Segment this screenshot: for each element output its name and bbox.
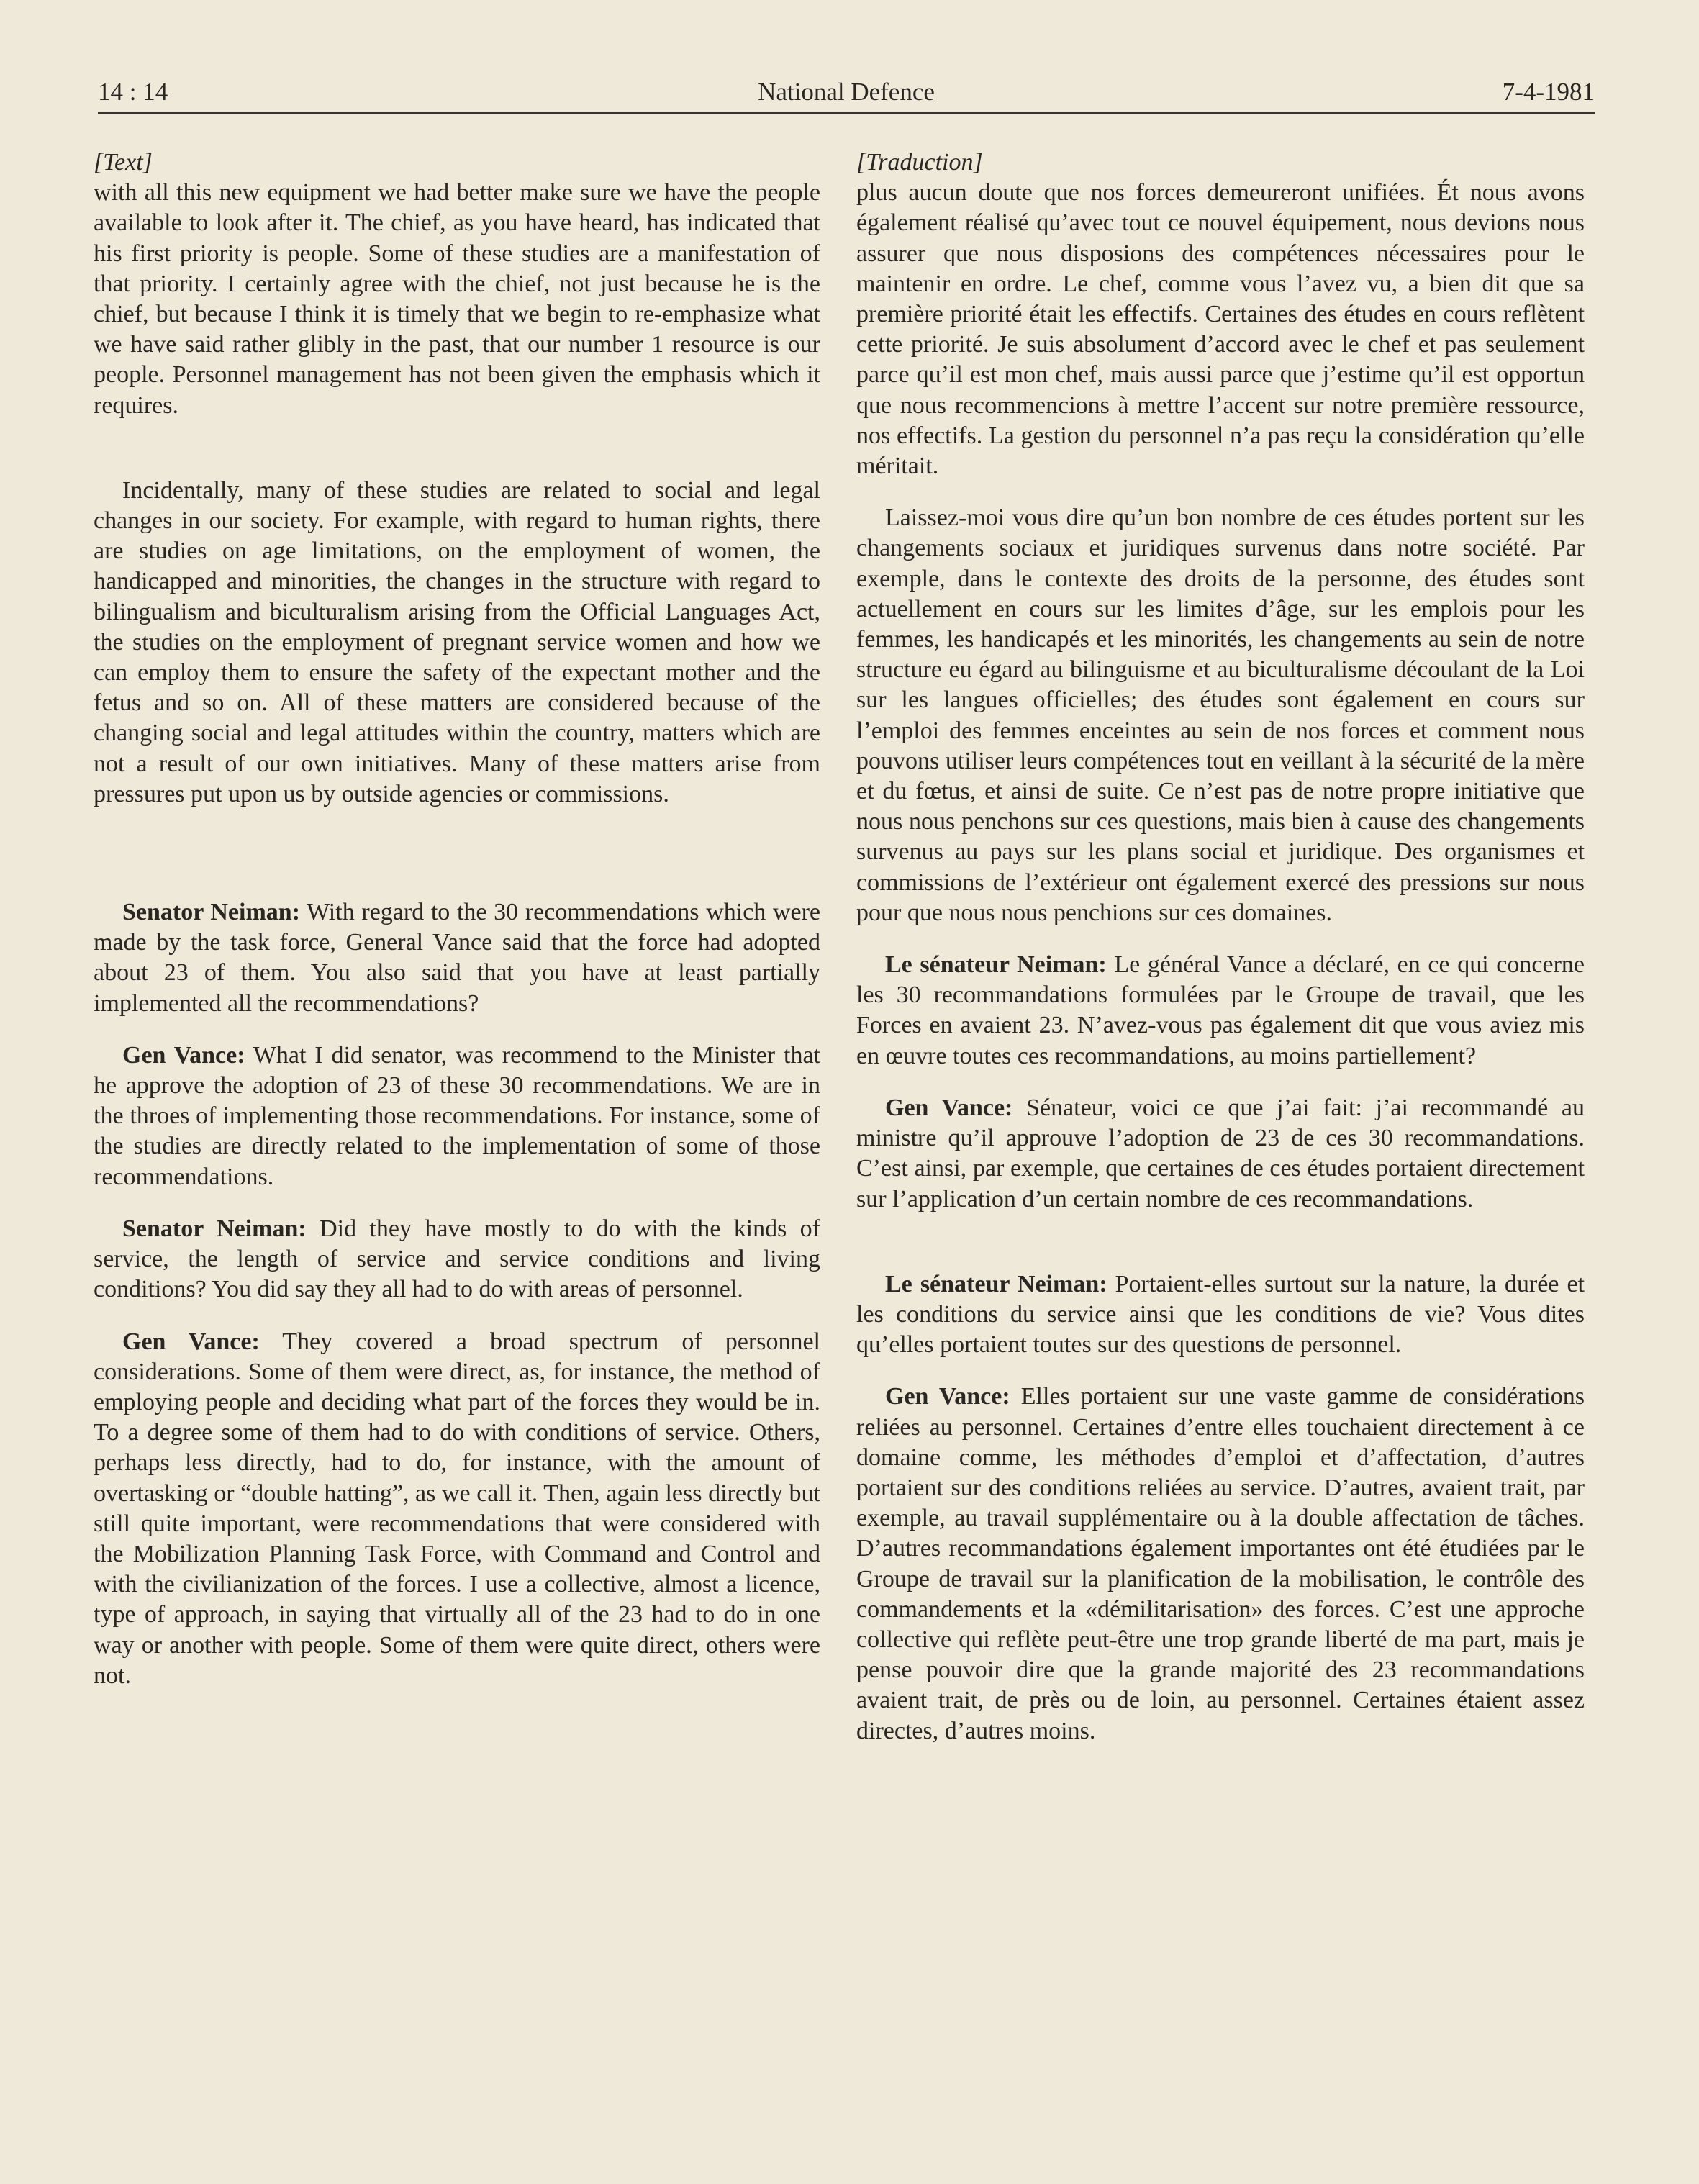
speaker-name: Le sénateur Neiman: bbox=[885, 951, 1107, 979]
french-paragraph-6 bbox=[856, 1382, 1585, 1746]
speech-text: What I did senator, was recommend to the Minister that he approve the adoption of 23 of these 30 recommendations. We are in the throes of implementing those recommendations. For instance, some of the studies are directly related to the implementation of some of those recommendations. bbox=[94, 1041, 820, 1190]
language-tag-english: [Text] bbox=[94, 149, 153, 176]
french-paragraph-4 bbox=[856, 1093, 1585, 1215]
french-paragraph-2: Laissez-moi vous dire qu’un bon nombre de ces études portent sur les changements sociaux et juridiques survenus dans notre société. Par exemple, dans le contexte des droits de la personne, des études sont actuellement en cours sur les limites d’âge, sur les emplois pour les femmes, les handicapés et les minorités, les changements au sein de notre structure eu égard au bilinguisme et au biculturalisme découlant de la Loi sur les langues officielles; des études sont également en cours sur l’emploi des femmes enceintes au sein de nos forces et comment nous pouvons utiliser leurs compétences tout en veillant à la sécurité de la mère et du fœtus, et ainsi de suite. Ce n’est pas de notre propre initiative que nous nous penchons sur ces questions, mais bien à cause des changements survenus au pays sur les plans social et juridique. Des organismes et commissions de l’extérieur ont également exercé des pressions sur nous pour que nous nous penchions sur ces domaines. bbox=[856, 504, 1585, 926]
speaker-name: Gen Vance: bbox=[885, 1383, 1010, 1410]
page-header bbox=[98, 78, 1595, 114]
english-column bbox=[94, 148, 820, 1691]
french-column bbox=[856, 148, 1585, 1746]
english-paragraph-3 bbox=[94, 897, 820, 1019]
speaker-name: Senator Neiman: bbox=[122, 899, 301, 926]
english-paragraph-6 bbox=[94, 1327, 820, 1691]
speaker-name: Gen Vance: bbox=[122, 1328, 260, 1355]
speaker-name: Gen Vance: bbox=[885, 1094, 1013, 1121]
speech-text: Sénateur, voici ce que j’ai fait: j’ai recommandé au ministre qu’il approuve l’adoption de 23 de ces 30 recommandations. C’est ainsi, par exemple, que certaines de ces études portaient directement sur l’application d’un certain nombre de ces recommandations. bbox=[856, 1094, 1585, 1213]
french-paragraph-5 bbox=[856, 1269, 1585, 1361]
speech-text: They covered a broad spectrum of personnel considerations. Some of them were direct, as, for instance, the method of employing people and deciding what part of the forces they would be in. To a degree some of them had to do with conditions of service. Others, perhaps less directly, had to do, for instance, with the amount of overtasking or “double hatting”, as we call it. Then, again less directly but still quite important, were recommendations that were considered with the Mobilization Planning Task Force, with Command and Control and with the civilianization of the forces. I use a collective, almost a licence, type of approach, in saying that virtually all of the 23 had to do in one way or another with people. Some of them were quite direct, others were not. bbox=[94, 1328, 820, 1689]
english-paragraph-4 bbox=[94, 1041, 820, 1192]
page-reference: 14 : 14 bbox=[98, 78, 168, 106]
speaker-name: Senator Neiman: bbox=[122, 1215, 307, 1242]
header-rule bbox=[98, 112, 1595, 114]
english-paragraph-2: Incidentally, many of these studies are related to social and legal changes in our society. For example, with regard to human rights, there are studies on age limitations, on the employment of women, the handicapped and minorities, the changes in the structure with regard to bilingualism and biculturalism arising from the Official Languages Act, the studies on the employment of pregnant service women and how we can employ them to ensure the safety of the expectant mother and the fetus and so on. All of these matters are considered because of the changing social and legal attitudes within the country, matters which are not a result of our own initiatives. Many of these matters arise from pressures put upon us by outside agencies or commissions. bbox=[94, 476, 820, 807]
english-paragraph-5 bbox=[94, 1214, 820, 1305]
english-paragraph-1: with all this new equipment we had better make sure we have the people available to look after it. The chief, as you have heard, has indicated that his first priority is people. Some of these studies are a manifestation of that priority. I certainly agree with the chief, not just because he is the chief, but because I think it is timely that we begin to re-emphasize what we have said rather glibly in the past, that our number 1 resource is our people. Personnel management has not been given the emphasis which it requires. bbox=[94, 179, 820, 419]
speaker-name: Le sénateur Neiman: bbox=[885, 1270, 1107, 1297]
speech-text: Elles portaient sur une vaste gamme de considérations reliées au personnel. Certaines d’entre elles touchaient directement à ce domaine comme, les méthodes d’emploi et d’affectation, d’autres portaient sur des conditions reliées au service. D’autres, avaient trait, par exemple, au travail supplémentaire ou à la double affectation de tâches. D’autres recommandations également importantes ont été étudiées par le Groupe de travail sur la planification de la mobilisation, le contrôle des commandements et la «démilitarisation» des forces. C’est une approche collective qui reflète peut-être une trop grande liberté de ma part, mais je pense pouvoir dire que la grande majorité des 23 recommandations avaient trait, de près ou de loin, au personnel. Certaines étaient assez directes, d’autres moins. bbox=[856, 1383, 1585, 1744]
speech-text: Portaient-elles surtout sur la nature, la durée et les conditions du service ainsi que les conditions de vie? Vous dites qu’elles portaient toutes sur des questions de personnel. bbox=[856, 1270, 1585, 1359]
speaker-name: Gen Vance: bbox=[122, 1041, 245, 1069]
running-title: National Defence bbox=[758, 78, 935, 106]
french-paragraph-3 bbox=[856, 950, 1585, 1071]
language-tag-french: [Traduction] bbox=[856, 149, 983, 176]
french-paragraph-1: plus aucun doute que nos forces demeureront unifiées. Ét nous avons également réalisé qu’avec tout ce nouvel équipement, nous devions nous assurer que nous disposions des compétences nécessaires pour le maintenir en ordre. Le chef, comme vous l’avez vu, a bien dit que sa première priorité était les effectifs. Certaines des études en cours reflètent cette priorité. Je suis absolument d’accord avec le chef et pas seulement parce qu’il est mon chef, mais aussi parce que j’estime qu’il est opportun que nous recommencions à mettre l’accent sur notre première ressource, nos effectifs. La gestion du personnel n’a pas reçu la considération qu’elle méritait. bbox=[856, 179, 1585, 480]
speech-text: Le général Vance a déclaré, en ce qui concerne les 30 recommandations formulées par le Groupe de travail, que les Forces en avaient 23. N’avez-vous pas également dit que vous aviez mis en œuvre toutes ces recommandations, au moins partiellement? bbox=[856, 951, 1585, 1069]
speech-text: With regard to the 30 recommendations which were made by the task force, General Vance said that the force had adopted about 23 of them. You also said that you have at least partially implemented all the recommendations? bbox=[94, 899, 821, 1017]
speech-text: Did they have mostly to do with the kinds of service, the length of service and service conditions and living conditions? You did say they all had to do with areas of personnel. bbox=[94, 1215, 821, 1303]
header-date: 7-4-1981 bbox=[1502, 78, 1595, 106]
